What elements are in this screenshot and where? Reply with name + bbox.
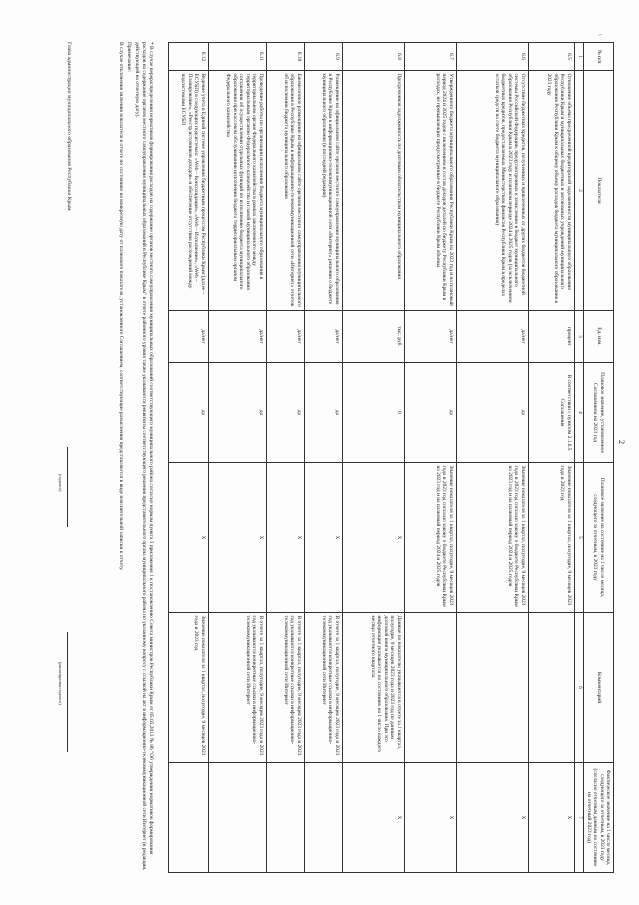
row-comment [404, 613, 456, 763]
row-plan-date: Х [208, 463, 266, 613]
footnotes [116, 42, 154, 872]
index-cell: 6 [574, 613, 583, 763]
index-cell: 3 [574, 311, 583, 363]
row-number: 6.8 [342, 43, 404, 71]
row-comment: В отчете за 1 квартал, полугодие, 9 месяцев 2023 года и 2023 год указываются конкретные ссылки в информационно-телекоммуникационной сети Интернет [304, 613, 342, 763]
row-number: 6.6 [456, 43, 528, 71]
header-comment: Комментарий [583, 613, 613, 763]
row-number: 6.12 [168, 43, 208, 71]
index-cell: 4 [574, 363, 583, 463]
name-caption: (расшифровка подписи) [58, 662, 63, 705]
table-row [342, 43, 404, 873]
footnote-asterisk: * В случае перераспределения нормативов формирования расходов на содержание органов местного самоуправления муниципальных образований соответствующего муниципального района согласно нормам пункта 3 приложения 1 к постановлению Совета министров Республики Крым от 05.03.2013 № 86 "Об утверждении нормативов формирования расходов на содержание органов местного самоуправления муниципальных образований в Республике Крым" в отчете районного уровня также указываются реквизиты соответствующего решения представительного органа муниципального района по указанному вопросу с ссылкой на акт в информационно-телекоммуникационной сети Интернет (в редакции, действующей на отчетную дату). [133, 42, 154, 871]
row-indicator: Размещение на официальном сайте органов местного самоуправления муниципального образования в Республике Крым в информационно-телекоммуникационной сети «Интернет» решения о бюджете муниципального образования (в последней редакции) [304, 71, 342, 311]
header-num: № п/п [583, 43, 613, 71]
row-number: 6.7 [404, 43, 456, 71]
row-number: 6.10 [266, 43, 304, 71]
row-unit: да/нет [456, 311, 528, 363]
row-plan-agreement: 0 [342, 363, 404, 463]
row-plan-date: Х [168, 463, 208, 613]
row-indicator: Проведение работы по организации исполнения бюджета муниципального образования в территориальном органе Федерального казначейства в рамках заключенного между территориальным органом Федерального казначейства и главой муниципального образования соглашения об осуществлении отдельных функций по исполнению бюджета муниципального образования при кассовом обслуживании исполнения бюджета территориальным органом Федерального казначейства [208, 71, 266, 311]
row-plan-date: Значение показателя за 1 квартал, полугодие, 9 месяцев 2023 года и 2023 год согласно закону о бюджете Республики Крым на 2023 год и на плановый период 2024 и 2025 годов [404, 463, 456, 613]
header-indicator: Показатели [583, 71, 613, 311]
row-indicator: Отношение объема просроченной кредиторской задолженности муниципального образования Республики Крым и муниципальных бюджетных и автономных учреждений муниципального образования Республики Крым к общему объему расходов бюджета муниципального образования в 2023 году [528, 71, 574, 311]
row-plan-date: Значение показателя за 1 квартал, полугодие, 9 месяцев 2023 года и 2023 год [528, 463, 574, 613]
header-unit: Ед. изм. [583, 311, 613, 363]
row-comment: Данные по показателю указываются в отчете за 1 квартал, полугодие, 9 месяцев 2023 года и 2023 год по данным долговой книги муниципального образования. При это информация указывается по состоянию на 1 число каждого месяца отчетного квартала. [342, 613, 404, 763]
row-unit: да/нет [304, 311, 342, 363]
row-comment: В отчете за 1 квартал, полугодие, 9 месяцев 2023 года и 2023 год указываются конкретные ссылки в информационно-телекоммуникационной сети Интернет [266, 613, 304, 763]
row-indicator: Ежемесячное размещение на официальном сайте органов местного самоуправления муниципального образования в Республике Крым в информационно-телекоммуникационной сети «Интернет» отчетов об исполнении бюджета муниципального образования [266, 71, 304, 311]
index-cell: 5 [574, 463, 583, 613]
row-comment: Значение показателя за 1 квартал, полугодие, 9 месяцев 2023 года и 2023 год [168, 613, 208, 763]
table-row [304, 43, 342, 873]
row-plan-date: Х [266, 463, 304, 613]
row-comment [528, 613, 574, 763]
table-row [528, 43, 574, 873]
index-cell: 1 [574, 43, 583, 71]
table-row [168, 43, 208, 873]
row-comment [456, 613, 528, 763]
row-indicator: Просроченная задолженность по долговым обязательствам муниципального образования [342, 71, 404, 311]
row-number: 6.9 [304, 43, 342, 71]
table-row [208, 43, 266, 873]
row-actual [266, 763, 304, 873]
table-row [456, 43, 528, 873]
signature-line [67, 447, 68, 527]
indicators-table [168, 42, 614, 873]
row-plan-agreement: да [266, 363, 304, 463]
row-plan-agreement: да [304, 363, 342, 463]
row-unit: да/нет [208, 311, 266, 363]
row-unit: да/нет [266, 311, 304, 363]
row-actual [168, 763, 208, 873]
row-number: 6.11 [208, 43, 266, 71]
signatory-title: Глава администрации муниципального образования Республики Крым [66, 42, 72, 211]
row-indicator: Утвержденного бюджета муниципального образования Республики Крым на 2023 год и на плановый период 2024 и 2025 годов с включением в состав доходов деталей по бюджету Республики Крым в расходах, не превышающих предусмотренные в бюджете Республики Крым объемы [404, 71, 456, 311]
row-unit: да/нет [404, 311, 456, 363]
row-unit: тыс. руб. [342, 311, 404, 363]
row-plan-agreement: да [404, 363, 456, 463]
row-actual [304, 763, 342, 873]
row-actual: Х [404, 763, 456, 873]
name-line [67, 632, 68, 752]
footnote-label: Примечание: [125, 42, 132, 72]
table-header-row [583, 43, 613, 873]
row-comment: В отчете за 1 квартал, полугодие, 9 месяцев 2023 года и 2023 год указываются конкретные ссылки в информационно-телекоммуникационной сети Интернет [208, 613, 266, 763]
column-index-row [574, 43, 583, 873]
row-indicator: Отсутствие бюджетных кредитов, полученных и привлеченных от других бюджетов бюджетной системы Российской Федерации, предусмотренных к зачислению в бюджет муниципального образования Республики Крым в 2023 году и плановом периоде 2024 и 2025 годов (за исключением бюджетных кредитов, предоставляемых Министерством финансов Республики Крым в пределах остатков средств на счете бюджета муниципального образования) [456, 71, 528, 311]
margin-mark: \ [596, 34, 602, 36]
rotated-content [32, 22, 632, 882]
footnote-deviation: В случае отклонения значения показателя в отчете по состоянию на конкретную дату от планового показателя, установленного Соглашением, соответствующие разъяснения представляются в виде пояснительной записки к отчету. [117, 42, 124, 571]
row-plan-date: Х [342, 463, 404, 613]
header-actual: Фактическое значение на 1 число месяца, следующего за отчетным, в 2023 году (согласно отчетным данным по состоянию на отчетный 2023 год) [583, 763, 613, 873]
header-plan-agreement: Плановое значение, установленное Соглашением на 2023 год [583, 363, 613, 463]
row-number: 6.5 [528, 43, 574, 71]
index-cell: 7 [574, 763, 583, 873]
header-plan-date: Плановое значение на состояние на 1 число месяца, следующего за отчетным, в 2023 году [583, 463, 613, 613]
row-plan-agreement: да [168, 363, 208, 463]
row-plan-agreement: да [456, 363, 528, 463]
table-row [266, 43, 304, 873]
signature-caption: (подпись) [58, 474, 63, 492]
row-unit: да/нет [168, 311, 208, 363]
row-plan-date: Значение показателя за 1 квартал, полугодие, 9 месяцев 2023 года и 2023 год согласно закону о бюджете Республики Крым на 2023 год и на плановый период 2024 и 2025 годов [456, 463, 528, 613]
table-row [404, 43, 456, 873]
row-indicator: Ведение учета в Единой системе управления бюджетным процессом Республики Крым (далее – ЕСУБП) в следующих подсистемах: «Web – Консолидация», «Web – Исполнение», «Web – Планирование», «Реестр источников доходов» и обеспечение отсутствия расхождений между подсистемами ЕСУБП [168, 71, 208, 311]
row-unit: процент [528, 311, 574, 363]
row-actual [208, 763, 266, 873]
row-actual: Х [528, 763, 574, 873]
page-number: 2 [617, 440, 626, 444]
row-plan-agreement: да [208, 363, 266, 463]
row-plan-agreement: В соответствии с пунктом 2.1.6.5 Соглашения [528, 363, 574, 463]
row-actual: Х [456, 763, 528, 873]
row-plan-date: Х [304, 463, 342, 613]
index-cell: 2 [574, 71, 583, 311]
row-actual: Х [342, 763, 404, 873]
